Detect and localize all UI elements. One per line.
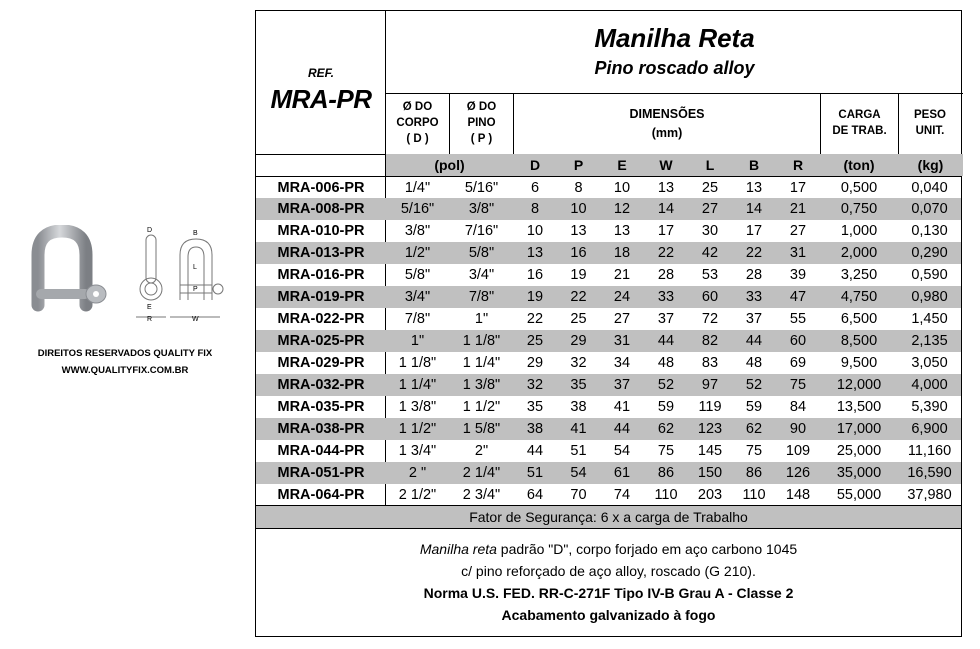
cell-P: 19 — [570, 267, 587, 283]
safety-divider — [256, 528, 961, 529]
cell-B: 62 — [745, 421, 763, 437]
row-cells — [386, 177, 961, 199]
cell-peso: 0,040 — [911, 180, 948, 196]
cell-pino: 5/8" — [468, 245, 495, 261]
cell-carga: 55,000 — [836, 487, 882, 503]
cell-R: 17 — [789, 180, 807, 196]
row-cells — [386, 330, 961, 352]
cell-L: 203 — [697, 487, 723, 503]
row-ref-code: MRA-008-PR — [256, 198, 386, 220]
cell-E: 34 — [613, 355, 631, 371]
row-ref-code: MRA-010-PR — [277, 223, 365, 239]
header-carga: CARGA DE TRAB. — [832, 109, 887, 137]
cell-L: 123 — [697, 421, 723, 437]
cell-pino: 1 1/2" — [462, 399, 501, 415]
cell-pino: 3/8" — [468, 201, 495, 217]
cell-corpo: 2 1/2" — [398, 487, 437, 503]
cell-carga: 2,000 — [840, 245, 878, 261]
cell-D: 19 — [526, 289, 544, 305]
cell-corpo: 2 " — [408, 465, 427, 481]
cell-W: 44 — [657, 333, 675, 349]
row-ref-code: MRA-035-PR — [277, 399, 365, 415]
svg-text:B: B — [193, 230, 198, 237]
cell-D: 64 — [526, 487, 544, 503]
cell-B: 86 — [745, 465, 763, 481]
cell-corpo: 1 3/8" — [398, 399, 437, 415]
cell-carga: 4,750 — [840, 289, 878, 305]
cell-R: 148 — [785, 487, 811, 503]
cell-D: 38 — [526, 421, 544, 437]
cell-P: 54 — [570, 465, 587, 481]
cell-P: 8 — [574, 180, 583, 196]
header-dimensoes: DIMENSÕES (mm) — [629, 107, 705, 140]
row-ref-code: MRA-064-PR — [277, 487, 365, 503]
cell-R: 60 — [789, 333, 807, 349]
cell-P: 29 — [570, 333, 587, 349]
cell-peso: 0,130 — [911, 223, 948, 239]
cell-B: 110 — [742, 487, 766, 503]
side-view-diagram-icon — [136, 227, 166, 323]
table-row — [256, 484, 961, 506]
table-row — [256, 462, 961, 484]
svg-text:E: E — [147, 304, 152, 311]
cell-peso: 11,160 — [907, 443, 952, 459]
cell-corpo: 7/8" — [404, 311, 431, 327]
copyright-text: DIREITOS RESERVADOS QUALITY FIX — [37, 348, 213, 359]
cell-pino: 1" — [474, 311, 489, 327]
row-cells — [386, 484, 961, 506]
cell-W: 37 — [657, 311, 675, 327]
cell-E: 41 — [613, 399, 631, 415]
cell-W: 17 — [657, 223, 675, 239]
unit-B: B — [748, 157, 760, 173]
cell-D: 25 — [526, 333, 544, 349]
row-cells — [386, 198, 961, 220]
cell-peso: 6,900 — [911, 421, 948, 437]
svg-text:P: P — [193, 286, 198, 293]
row-ref-code: MRA-051-PR — [256, 462, 386, 484]
table-row — [256, 177, 961, 199]
cell-peso: 16,590 — [907, 465, 952, 481]
cell-pino: 7/16" — [464, 223, 499, 239]
cell-W: 86 — [657, 465, 675, 481]
row-cells — [386, 352, 961, 374]
cell-peso: 2,135 — [911, 333, 948, 349]
svg-text:R: R — [147, 316, 153, 323]
cell-corpo: 3/4" — [404, 289, 431, 305]
table-row — [256, 198, 961, 220]
cell-carga: 12,000 — [836, 377, 882, 393]
table-row — [256, 352, 961, 374]
cell-carga: 6,500 — [840, 311, 878, 327]
cell-R: 75 — [789, 377, 807, 393]
cell-W: 52 — [657, 377, 675, 393]
cell-B: 75 — [745, 443, 763, 459]
row-cells — [386, 418, 961, 440]
cell-R: 109 — [785, 443, 811, 459]
table-row — [256, 440, 961, 462]
cell-E: 13 — [613, 223, 631, 239]
cell-L: 82 — [701, 333, 719, 349]
unit-ton: (ton) — [843, 157, 875, 173]
row-cells — [386, 462, 961, 484]
row-cells — [386, 440, 961, 462]
front-view-diagram-icon — [170, 230, 223, 323]
row-ref-code: MRA-019-PR — [256, 286, 386, 308]
cell-L: 83 — [701, 355, 719, 371]
svg-text:L: L — [193, 264, 197, 271]
page-title: Manilha Reta — [594, 23, 755, 53]
cell-P: 32 — [570, 355, 587, 371]
cell-D: 35 — [526, 399, 544, 415]
cell-peso: 5,390 — [911, 399, 948, 415]
cell-peso: 0,290 — [911, 245, 948, 261]
cell-P: 16 — [570, 245, 587, 261]
svg-text:W: W — [192, 316, 199, 323]
cell-corpo: 5/8" — [404, 267, 431, 283]
ref-code: MRA-PR — [270, 84, 372, 114]
cell-E: 24 — [613, 289, 631, 305]
row-cells — [386, 286, 961, 308]
svg-text:D: D — [147, 227, 153, 234]
cell-carga: 1,000 — [840, 223, 878, 239]
cell-carga: 17,000 — [836, 421, 882, 437]
table-row — [256, 308, 961, 330]
shackle-photo-icon — [36, 231, 106, 305]
cell-E: 12 — [613, 201, 631, 217]
cell-carga: 35,000 — [836, 465, 882, 481]
unit-kg: (kg) — [917, 157, 944, 173]
row-ref-code: MRA-013-PR — [256, 242, 386, 264]
cell-L: 25 — [701, 180, 719, 196]
website-text: WWW.QUALITYFIX.COM.BR — [61, 365, 189, 376]
product-illustration — [0, 215, 250, 385]
cell-W: 48 — [657, 355, 675, 371]
cell-E: 31 — [613, 333, 631, 349]
cell-carga: 25,000 — [836, 443, 882, 459]
safety-factor: Fator de Segurança: 6 x a carga de Trabalho — [256, 506, 961, 528]
cell-P: 41 — [570, 421, 587, 437]
cell-B: 28 — [745, 267, 763, 283]
cell-pino: 2 3/4" — [462, 487, 501, 503]
row-ref-code: MRA-022-PR — [277, 311, 365, 327]
unit-E: E — [617, 157, 627, 173]
cell-D: 22 — [526, 311, 544, 327]
cell-W: 110 — [654, 487, 678, 503]
cell-L: 150 — [697, 465, 723, 481]
title-divider — [386, 93, 963, 94]
cell-pino: 1 3/8" — [462, 377, 501, 393]
cell-D: 13 — [526, 245, 544, 261]
row-cells — [386, 242, 961, 264]
spec-table — [255, 10, 962, 637]
cell-L: 145 — [697, 443, 723, 459]
table-row — [256, 286, 961, 308]
cell-corpo: 1 1/8" — [398, 355, 437, 371]
cell-corpo: 1/4" — [404, 180, 431, 196]
cell-B: 44 — [745, 333, 763, 349]
unit-W: W — [659, 157, 673, 173]
row-cells — [386, 374, 961, 396]
cell-pino: 2 1/4" — [462, 465, 501, 481]
cell-B: 52 — [745, 377, 763, 393]
cell-R: 55 — [789, 311, 807, 327]
cell-B: 59 — [745, 399, 763, 415]
row-cells — [386, 220, 961, 242]
cell-E: 37 — [613, 377, 631, 393]
cell-carga: 0,750 — [840, 201, 878, 217]
cell-E: 74 — [613, 487, 631, 503]
cell-W: 75 — [657, 443, 675, 459]
cell-P: 13 — [570, 223, 587, 239]
unit-pol: (pol) — [434, 157, 465, 173]
row-ref-code: MRA-016-PR — [277, 267, 365, 283]
row-ref-code: MRA-044-PR — [277, 443, 365, 459]
cell-pino: 5/16" — [464, 180, 499, 196]
cell-P: 10 — [570, 201, 587, 217]
cell-E: 54 — [613, 443, 631, 459]
cell-B: 14 — [745, 201, 763, 217]
cell-L: 53 — [701, 267, 719, 283]
cell-pino: 7/8" — [468, 289, 495, 305]
row-cells — [386, 396, 961, 418]
cell-peso: 37,980 — [907, 487, 952, 503]
cell-W: 59 — [657, 399, 675, 415]
cell-P: 70 — [570, 487, 587, 503]
cell-peso: 4,000 — [911, 377, 948, 393]
table-row — [256, 220, 961, 242]
cell-B: 33 — [745, 289, 763, 305]
cell-E: 21 — [613, 267, 631, 283]
table-row — [256, 330, 961, 352]
cell-corpo: 3/8" — [404, 223, 431, 239]
table-row — [256, 242, 961, 264]
cell-corpo: 1/2" — [404, 245, 431, 261]
cell-corpo: 1 1/4" — [398, 377, 437, 393]
cell-R: 47 — [789, 289, 807, 305]
cell-P: 35 — [570, 377, 587, 393]
cell-L: 42 — [701, 245, 719, 261]
cell-D: 6 — [530, 180, 540, 196]
row-ref-code: MRA-025-PR — [256, 330, 386, 352]
cell-corpo: 5/16" — [400, 201, 435, 217]
cell-B: 37 — [745, 311, 763, 327]
cell-E: 61 — [613, 465, 631, 481]
cell-W: 22 — [657, 245, 675, 261]
cell-corpo: 1 3/4" — [398, 443, 437, 459]
unit-L: L — [705, 157, 715, 173]
unit-R: R — [792, 157, 804, 173]
cell-R: 69 — [789, 355, 807, 371]
cell-B: 48 — [745, 355, 763, 371]
cell-pino: 1 1/8" — [462, 333, 501, 349]
table-row — [256, 396, 961, 418]
page-subtitle: Pino roscado alloy — [594, 58, 755, 78]
row-ref-code: MRA-038-PR — [256, 418, 386, 440]
cell-carga: 8,500 — [840, 333, 878, 349]
cell-D: 8 — [530, 201, 540, 217]
ref-label: REF. — [307, 66, 334, 80]
cell-E: 44 — [613, 421, 631, 437]
row-ref-code: MRA-032-PR — [256, 374, 386, 396]
row-ref-code: MRA-006-PR — [277, 180, 365, 196]
cell-R: 84 — [789, 399, 807, 415]
cell-P: 38 — [570, 399, 587, 415]
table-row — [256, 374, 961, 396]
cell-peso: 0,980 — [911, 289, 948, 305]
cell-pino: 2" — [474, 443, 489, 459]
cell-W: 28 — [657, 267, 675, 283]
cell-L: 30 — [701, 223, 719, 239]
cell-W: 62 — [657, 421, 675, 437]
cell-B: 17 — [745, 223, 763, 239]
cell-P: 51 — [570, 443, 587, 459]
note-standard: Norma U.S. FED. RR-C-271F Tipo IV-B Grau A - Classe 2 — [423, 585, 794, 601]
cell-peso: 3,050 — [911, 355, 948, 371]
cell-L: 72 — [701, 311, 719, 327]
table-row — [256, 264, 961, 286]
cell-R: 21 — [789, 201, 807, 217]
cell-D: 29 — [526, 355, 544, 371]
header-corpo: Ø DO CORPO ( D ) — [396, 101, 439, 145]
cell-P: 22 — [570, 289, 587, 305]
cell-W: 33 — [657, 289, 675, 305]
cell-L: 97 — [701, 377, 719, 393]
cell-carga: 3,250 — [840, 267, 878, 283]
cell-R: 27 — [789, 223, 807, 239]
cell-P: 25 — [570, 311, 587, 327]
unit-D: D — [529, 157, 541, 173]
cell-pino: 1 5/8" — [462, 421, 501, 437]
cell-D: 32 — [526, 377, 544, 393]
cell-D: 51 — [526, 465, 544, 481]
cell-peso: 1,450 — [911, 311, 948, 327]
cell-carga: 9,500 — [840, 355, 878, 371]
cell-D: 16 — [526, 267, 544, 283]
row-cells — [386, 308, 961, 330]
cell-W: 14 — [657, 201, 675, 217]
header-pino: Ø DO PINO ( P ) — [466, 101, 497, 145]
cell-corpo: 1 1/2" — [398, 421, 437, 437]
cell-B: 13 — [745, 180, 763, 196]
cell-W: 13 — [657, 180, 675, 196]
cell-pino: 3/4" — [468, 267, 495, 283]
cell-R: 90 — [789, 421, 807, 437]
cell-E: 10 — [613, 180, 631, 196]
cell-R: 31 — [789, 245, 807, 261]
cell-R: 39 — [789, 267, 807, 283]
cell-L: 119 — [698, 399, 722, 415]
unit-P: P — [573, 157, 584, 173]
cell-E: 27 — [613, 311, 631, 327]
cell-E: 18 — [613, 245, 631, 261]
cell-corpo: 1" — [410, 333, 425, 349]
cell-B: 22 — [745, 245, 763, 261]
cell-peso: 0,070 — [911, 201, 948, 217]
note-finish: Acabamento galvanizado à fogo — [501, 607, 716, 623]
cell-R: 126 — [785, 465, 811, 481]
cell-L: 60 — [701, 289, 719, 305]
cell-L: 27 — [701, 201, 719, 217]
product-notes — [256, 538, 961, 626]
row-ref-code: MRA-029-PR — [277, 355, 365, 371]
note-line-1: Manilha reta padrão "D", corpo forjado em aço carbono 1045 — [419, 541, 798, 557]
row-cells — [386, 264, 961, 286]
cell-carga: 13,500 — [836, 399, 882, 415]
cell-peso: 0,590 — [911, 267, 948, 283]
units-row — [386, 154, 963, 176]
cell-carga: 0,500 — [840, 180, 878, 196]
table-row — [256, 418, 961, 440]
shackle-image — [30, 225, 230, 325]
cell-D: 10 — [526, 223, 544, 239]
note-line-2: c/ pino reforçado de aço alloy, roscado (G 210). — [461, 563, 756, 579]
header-peso: PESO UNIT. — [914, 109, 946, 137]
cell-pino: 1 1/4" — [462, 355, 501, 371]
cell-D: 44 — [526, 443, 544, 459]
